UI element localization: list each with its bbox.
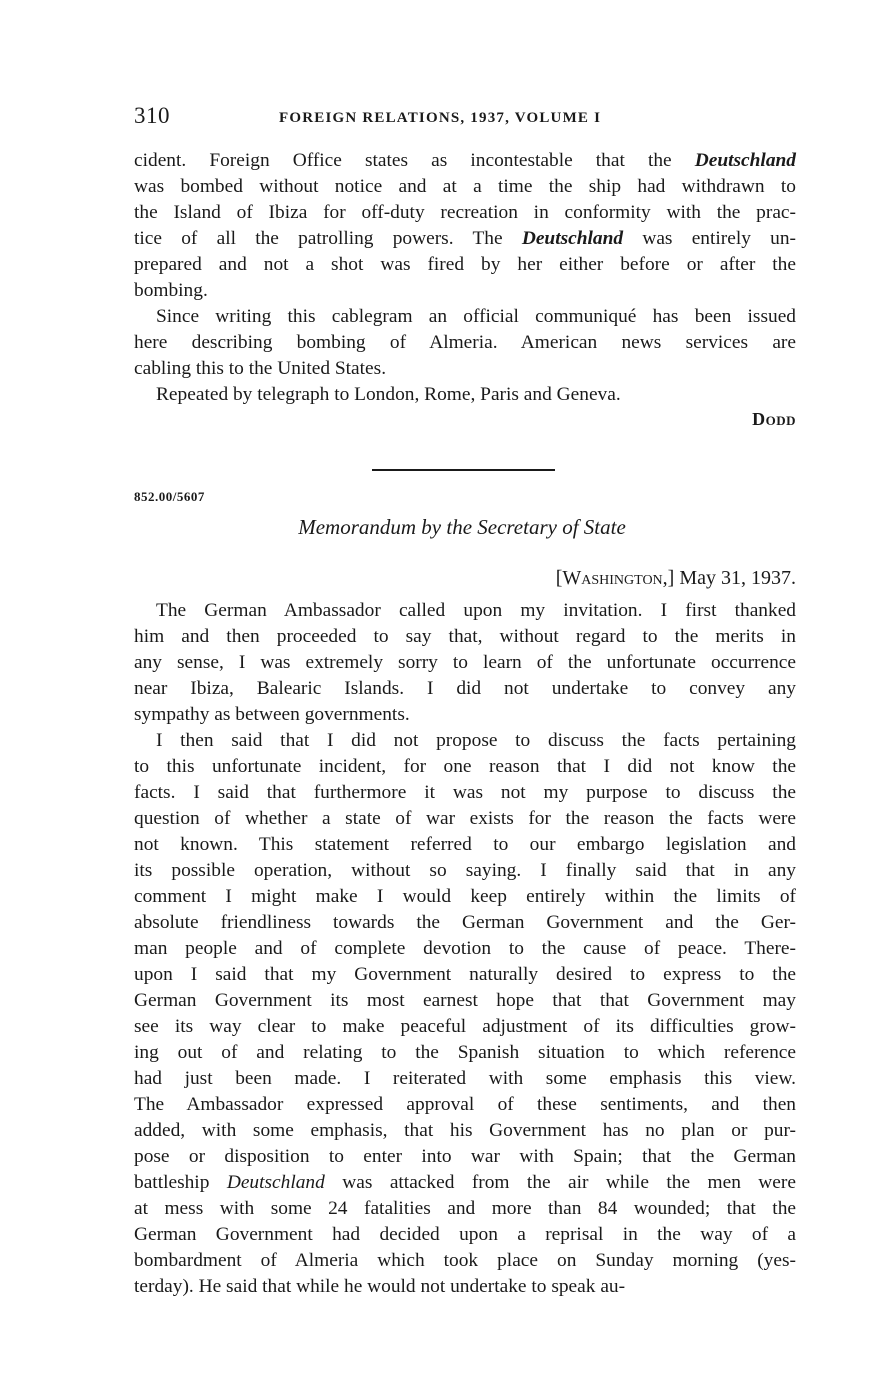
text-line: added, with some emphasis, that his Government has no plan or pur- bbox=[134, 1120, 796, 1141]
text-line: bombing. bbox=[134, 280, 208, 301]
text-line: cabling this to the United States. bbox=[134, 358, 387, 379]
ship-name: Deutschland bbox=[521, 228, 624, 249]
signature: Dodd bbox=[752, 409, 796, 429]
text-line: The German Ambassador called upon my invitation. I first thanked bbox=[156, 600, 796, 621]
text-line: to this unfortunate incident, for one reason that I did not know the bbox=[134, 756, 796, 777]
text-line: I then said that I did not propose to discuss the facts pertaining bbox=[156, 730, 796, 751]
text-line: The Ambassador expressed approval of these sentiments, and then bbox=[134, 1094, 796, 1115]
text-line: here describing bombing of Almeria. American news services are bbox=[134, 332, 796, 353]
dateline-date: May 31, 1937. bbox=[674, 567, 796, 589]
ship-name: Deutschland bbox=[694, 150, 796, 171]
text-line: Repeated by telegraph to London, Rome, Paris and Geneva. bbox=[156, 384, 621, 405]
dateline bbox=[556, 567, 796, 590]
memo-paragraph-1 bbox=[134, 598, 796, 728]
text-line: upon I said that my Government naturally desired to express to the bbox=[134, 964, 796, 985]
text-line: prepared and not a shot was fired by her either before or after the bbox=[134, 254, 796, 275]
memo-title: Memorandum by the Secretary of State bbox=[298, 515, 626, 539]
text-line: question of whether a state of war exists for the reason the facts were bbox=[134, 808, 796, 829]
text-line: ing out of and relating to the Spanish situation to which reference bbox=[134, 1042, 796, 1063]
text-line: facts. I said that furthermore it was not my purpose to discuss the bbox=[134, 782, 796, 803]
text-line: see its way clear to make peaceful adjustment of its difficulties grow- bbox=[134, 1016, 796, 1037]
text-line: near Ibiza, Balearic Islands. I did not undertake to convey any bbox=[134, 678, 796, 699]
memo-text bbox=[134, 598, 796, 1300]
cable-text bbox=[134, 148, 796, 408]
text-line: sympathy as between governments. bbox=[134, 704, 410, 725]
text-line: absolute friendliness towards the German Government and the Ger- bbox=[134, 912, 796, 933]
text-line: its possible operation, without so saying. I finally said that in any bbox=[134, 860, 796, 881]
text-line: man people and of complete devotion to the cause of peace. There- bbox=[134, 938, 796, 959]
cable-paragraph-1 bbox=[134, 148, 796, 304]
text-line: had just been made. I reiterated with some emphasis this view. bbox=[134, 1068, 796, 1089]
dateline-place: [Washington,] bbox=[555, 567, 675, 589]
text-line: German Government its most earnest hope that that Government may bbox=[134, 990, 796, 1011]
page-number: 310 bbox=[134, 103, 170, 128]
text-line: cident. Foreign Office states as incontestable that the Deutschland bbox=[134, 150, 796, 171]
text-line: the Island of Ibiza for off-duty recreation in conformity with the prac- bbox=[134, 202, 796, 223]
running-head: FOREIGN RELATIONS, 1937, VOLUME I bbox=[279, 110, 602, 126]
text-line: comment I might make I would keep entirely within the limits of bbox=[134, 886, 796, 907]
text-line: tice of all the patrolling powers. The Deutschland was entirely un- bbox=[134, 228, 796, 249]
text-line: was bombed without notice and at a time the ship had withdrawn to bbox=[134, 176, 796, 197]
text-line: him and then proceeded to say that, without regard to the merits in bbox=[134, 626, 796, 647]
text-line: bombardment of Almeria which took place on Sunday morning (yes- bbox=[134, 1250, 796, 1271]
text-line: not known. This statement referred to our embargo legislation and bbox=[134, 834, 796, 855]
text-line: terday). He said that while he would not undertake to speak au- bbox=[134, 1276, 626, 1297]
cable-paragraph-3 bbox=[134, 382, 796, 408]
text-line: pose or disposition to enter into war with Spain; that the German bbox=[134, 1146, 796, 1167]
ship-name: Deutschland bbox=[226, 1172, 325, 1193]
file-number: 852.00/5607 bbox=[134, 489, 205, 504]
text-line: battleship Deutschland was attacked from the air while the men were bbox=[134, 1172, 796, 1193]
text-line: Since writing this cablegram an official communiqué has been issued bbox=[156, 306, 796, 327]
cable-paragraph-2 bbox=[134, 304, 796, 382]
page-header bbox=[134, 103, 796, 133]
section-divider bbox=[372, 469, 555, 471]
text-line: any sense, I was extremely sorry to learn of the unfortunate occurrence bbox=[134, 652, 796, 673]
text-line: German Government had decided upon a reprisal in the way of a bbox=[134, 1224, 796, 1245]
memo-paragraph-2 bbox=[134, 728, 796, 1300]
text-line: at mess with some 24 fatalities and more than 84 wounded; that the bbox=[134, 1198, 796, 1219]
